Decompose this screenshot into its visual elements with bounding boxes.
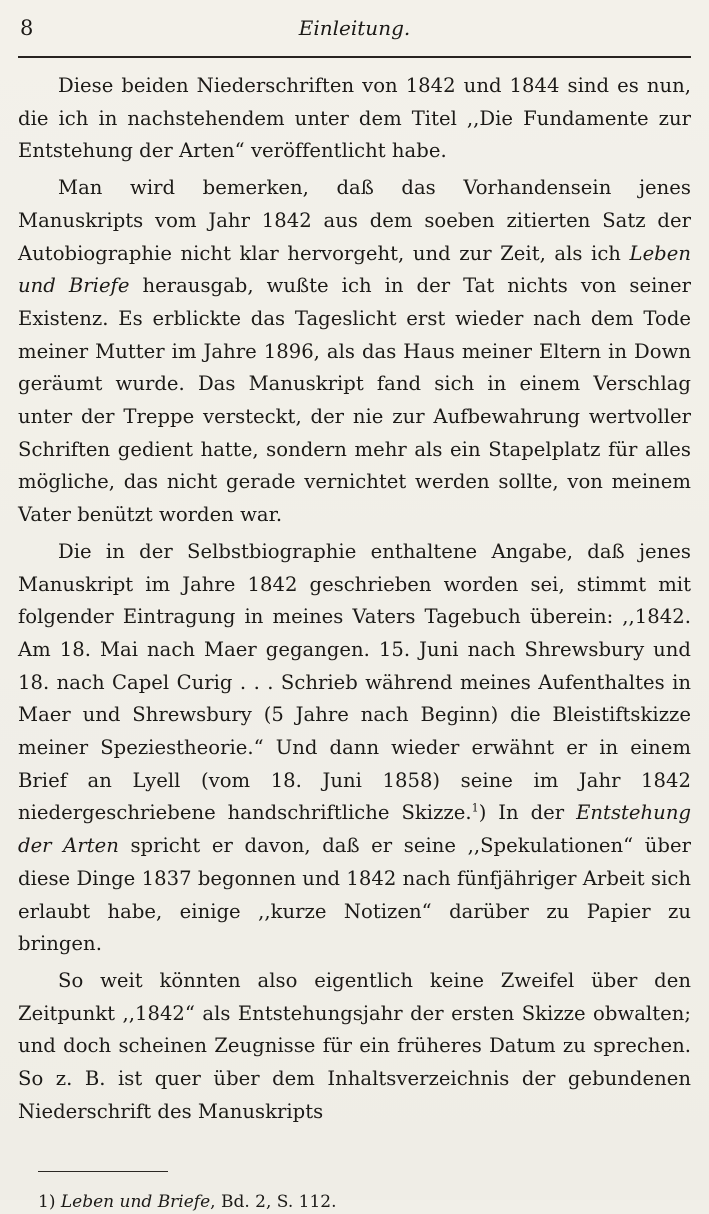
text-segment: Diese beiden Niederschriften von 1842 und 1844 sind es nun, die ich in nachstehendem unter dem Titel ,,Die Fundamente zur Entstehung der Arten“ veröffentlicht habe. xyxy=(18,74,691,163)
footnote-reference: , Bd. 2, S. 112. xyxy=(210,1191,337,1212)
text-segment: ) In der xyxy=(478,801,577,825)
running-head: Einleitung. xyxy=(298,16,411,40)
paragraph-1 xyxy=(18,70,691,168)
paragraph-4 xyxy=(18,965,691,1129)
footnote-reference-marker: 1 xyxy=(471,801,479,815)
paragraph-3 xyxy=(18,536,691,961)
text-segment: herausgab, wußte ich in der Tat nichts von seiner Existenz. Es erblickte das Tageslicht erst wieder nach dem Tode meiner Mutter im Jahre 1896, als das Haus meiner Eltern in Down geräumt wurde. Das Manuskript fand sich in einem Verschlag unter der Treppe versteckt, der nie zur Aufbewahrung wertvoller Schriften gedient hatte, sondern mehr als ein Stapelplatz für alles mögliche, das nicht gerade vernichtet werden sollte, von meinem Vater benützt worden war. xyxy=(18,274,691,527)
page-header xyxy=(18,14,691,42)
page-number: 8 xyxy=(20,16,34,40)
header-rule xyxy=(18,56,691,58)
footnote-title: Leben und Briefe xyxy=(60,1191,211,1212)
footnote-rule xyxy=(38,1171,168,1172)
footnote xyxy=(38,1190,691,1214)
paragraph-2 xyxy=(18,172,691,532)
text-segment: Man wird bemerken, daß das Vorhandensein jenes Manuskripts vom Jahr 1842 aus dem soeben zitierten Satz der Autobiographie nicht klar hervorgeht, und zur Zeit, als ich xyxy=(18,176,691,265)
italic-text: Leben und Briefe xyxy=(18,241,691,298)
footnote-marker: 1) xyxy=(38,1191,56,1212)
text-segment: So weit könnten also eigentlich keine Zweifel über den Zeitpunkt ,,1842“ als Entstehungsjahr der ersten Skizze obwalten; und doch scheinen Zeugnisse für ein früheres Datum zu sprechen. So z. B. ist quer über dem Inhaltsverzeichnis der gebundenen Niederschrift des Manuskripts xyxy=(18,968,691,1123)
main-text xyxy=(18,70,691,1129)
text-segment: Die in der Selbstbiographie enthaltene Angabe, daß jenes Manuskript im Jahre 1842 geschrieben worden sei, stimmt mit folgender Eintragung in meines Vaters Tagebuch überein: ,,1842. Am 18. Mai nach Maer gegangen. 15. Juni nach Shrewsbury und 18. nach Capel Curig . . . Schrieb während meines Aufenthaltes in Maer und Shrewsbury (5 Jahre nach Beginn) die Bleistiftskizze meiner Speziestheorie.“ Und dann wieder erwähnt er in einem Brief an Lyell (vom 18. Juni 1858) seine im Jahr 1842 niedergeschriebene handschriftliche Skizze. xyxy=(18,539,691,825)
text-segment: spricht er davon, daß er seine ,,Spekulationen“ über diese Dinge 1837 begonnen und 1842 nach fünfjähriger Arbeit sich erlaubt habe, einige ,,kurze Notizen“ darüber zu Papier zu bringen. xyxy=(18,834,691,956)
italic-text: Entstehung der Arten xyxy=(18,801,692,858)
